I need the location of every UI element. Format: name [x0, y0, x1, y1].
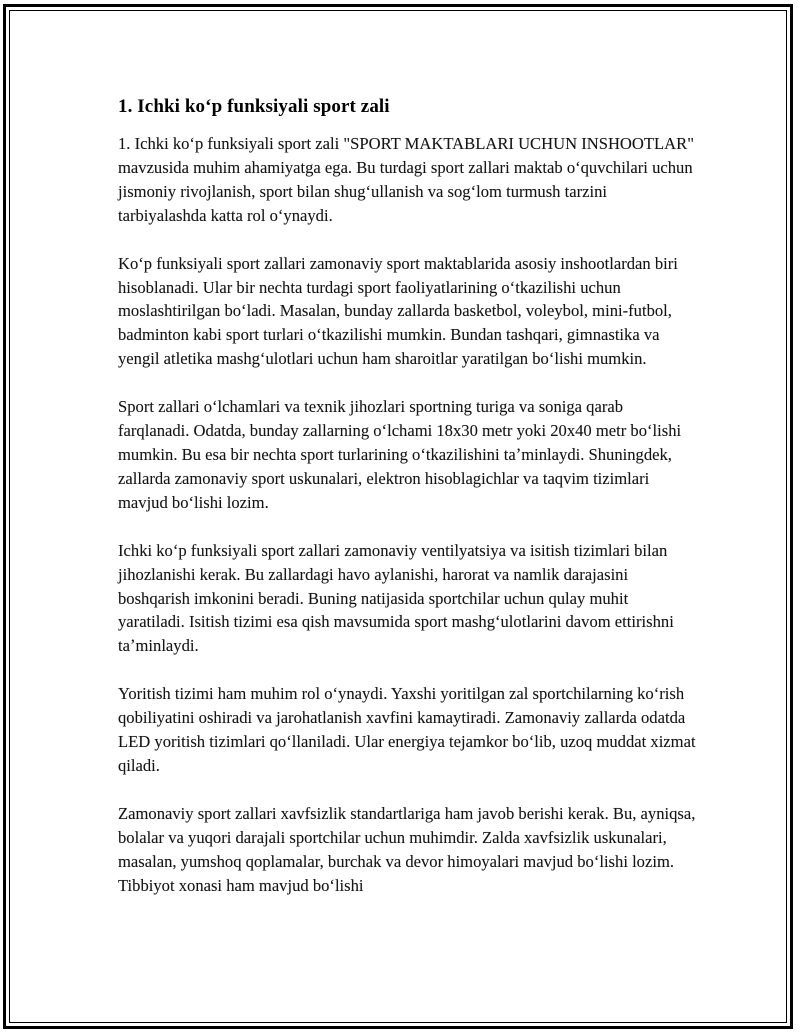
paragraph-intro: 1. Ichki koʻp funksiyali sport zali "SPORT MAKTABLARI UCHUN INSHOOTLAR" mavzusida muhim ahamiyatga ega. Bu turdagi sport zallari maktab oʻquvchilari uchun jismoniy rivojlanish, sport bilan shugʻullanish va sogʻlom turmush tarzini tarbiyalashda katta rol oʻynaydi. — [118, 134, 694, 225]
document-body — [118, 94, 698, 921]
paragraph-safety: Zamonaviy sport zallari xavfsizlik standartlariga ham javob berishi kerak. Bu, ayniqsa, bolalar va yuqori darajali sportchilar uchun muhimdir. Zalda xavfsizlik uskunalari, masalan, yumshoq qoplamalar, burchak va devor himoyalari mavjud boʻlishi lozim. Tibbiyot xonasi ham mavjud boʻlishi — [118, 803, 696, 895]
paragraph-multifunctional-halls: Koʻp funksiyali sport zallari zamonaviy sport maktablarida asosiy inshootlardan biri hisoblanadi. Ular bir nechta turdagi sport faoliyatlarining oʻtkazilishi uchun moslashtirilgan boʻladi. Masalan, bunday zallarda basketbol, voleybol, mini-futbol, badminton kabi sport turlari oʻtkazilishi mumkin. Bundan tashqari, gimnastika va yengil atletika mashgʻulotlari uchun ham sharoitlar yaratilgan boʻlishi mumkin. — [118, 253, 678, 369]
paragraph-lighting: Yoritish tizimi ham muhim rol oʻynaydi. Yaxshi yoritilgan zal sportchilarning koʻrish qobiliyatini oshiradi va jarohatlanish xavfini kamaytiradi. Zamonaviy zallarda odatda LED yoritish tizimlari qoʻllaniladi. Ular energiya tejamkor boʻlib, uzoq muddat xizmat qiladi. — [118, 684, 696, 775]
paragraph-dimensions-equipment: Sport zallari oʻlchamlari va texnik jihozlari sportning turiga va soniga qarab farqlanadi. Odatda, bunday zallarning oʻlchami 18x30 metr yoki 20x40 metr boʻlishi mumkin. Bu esa bir nechta sport turlarining oʻtkazilishini taʼminlaydi. Shuningdek, zallarda zamonaviy sport uskunalari, elektron hisoblagichlar va taqvim tizimlari mavjud boʻlishi lozim. — [118, 397, 682, 512]
paragraph-ventilation-heating: Ichki koʻp funksiyali sport zallari zamonaviy ventilyatsiya va isitish tizimlari bilan jihozlanishi kerak. Bu zallardagi havo aylanishi, harorat va namlik darajasini boshqarish imkonini beradi. Buning natijasida sportchilar uchun qulay muhit yaratiladi. Isitish tizimi esa qish mavsumida sport mashgʻulotlarini davom ettirishni taʼminlaydi. — [118, 540, 674, 656]
section-heading: 1. Ichki koʻp funksiyali sport zali — [118, 96, 390, 117]
